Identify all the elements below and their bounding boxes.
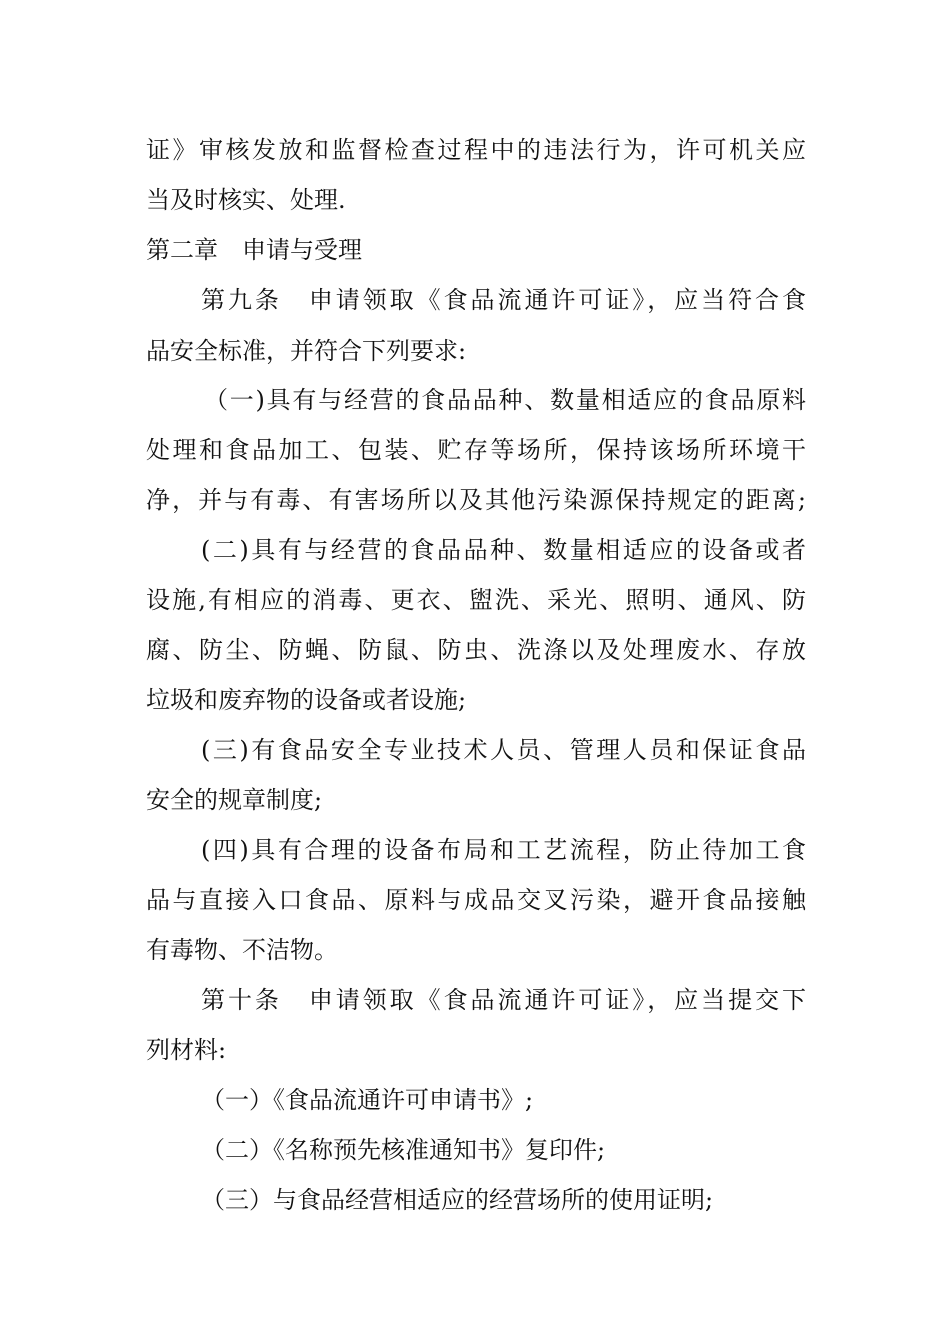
- list-item: （一)具有与经营的食品品种、数量相适应的食品原料: [204, 386, 806, 414]
- text-line: 品与直接入口食品、原料与成品交叉污染，避开食品接触: [146, 886, 806, 914]
- list-item: (三)有食品安全专业技术人员、管理人员和保证食品: [201, 736, 806, 764]
- text-line: 设施,有相应的消毒、更衣、盥洗、采光、照明、通风、防: [146, 586, 806, 614]
- text-line: 垃圾和废弃物的设备或者设施;: [146, 686, 467, 714]
- chapter-heading: 第二章 申请与受理: [146, 236, 362, 264]
- text-line: 当及时核实、处理.: [146, 186, 346, 214]
- list-item: (二)具有与经营的食品品种、数量相适应的设备或者: [201, 536, 806, 564]
- text-line: 净，并与有毒、有害场所以及其他污染源保持规定的距离;: [146, 486, 806, 514]
- article-10-heading: 第十条 申请领取《食品流通许可证》，应当提交下: [201, 986, 806, 1014]
- list-item: （一）《食品流通许可申请书》;: [201, 1086, 534, 1114]
- text-line: 品安全标准，并符合下列要求:: [146, 337, 467, 365]
- list-item: (四)具有合理的设备布局和工艺流程，防止待加工食: [201, 836, 806, 864]
- text-line: 处理和食品加工、包装、贮存等场所，保持该场所环境干: [146, 436, 806, 464]
- text-line: 有毒物、不洁物。: [146, 936, 338, 964]
- text-line: 列材料:: [146, 1036, 227, 1064]
- list-item: （三）与食品经营相适应的经营场所的使用证明;: [201, 1186, 714, 1214]
- text-line: 腐、防尘、防蝇、防鼠、防虫、洗涤以及处理废水、存放: [146, 636, 806, 664]
- text-line: 安全的规章制度;: [146, 786, 323, 814]
- text-line: 证》审核发放和监督检查过程中的违法行为，许可机关应: [146, 136, 806, 164]
- article-9-heading: 第九条 申请领取《食品流通许可证》，应当符合食: [201, 286, 806, 314]
- list-item: （二）《名称预先核准通知书》复印件;: [201, 1136, 606, 1164]
